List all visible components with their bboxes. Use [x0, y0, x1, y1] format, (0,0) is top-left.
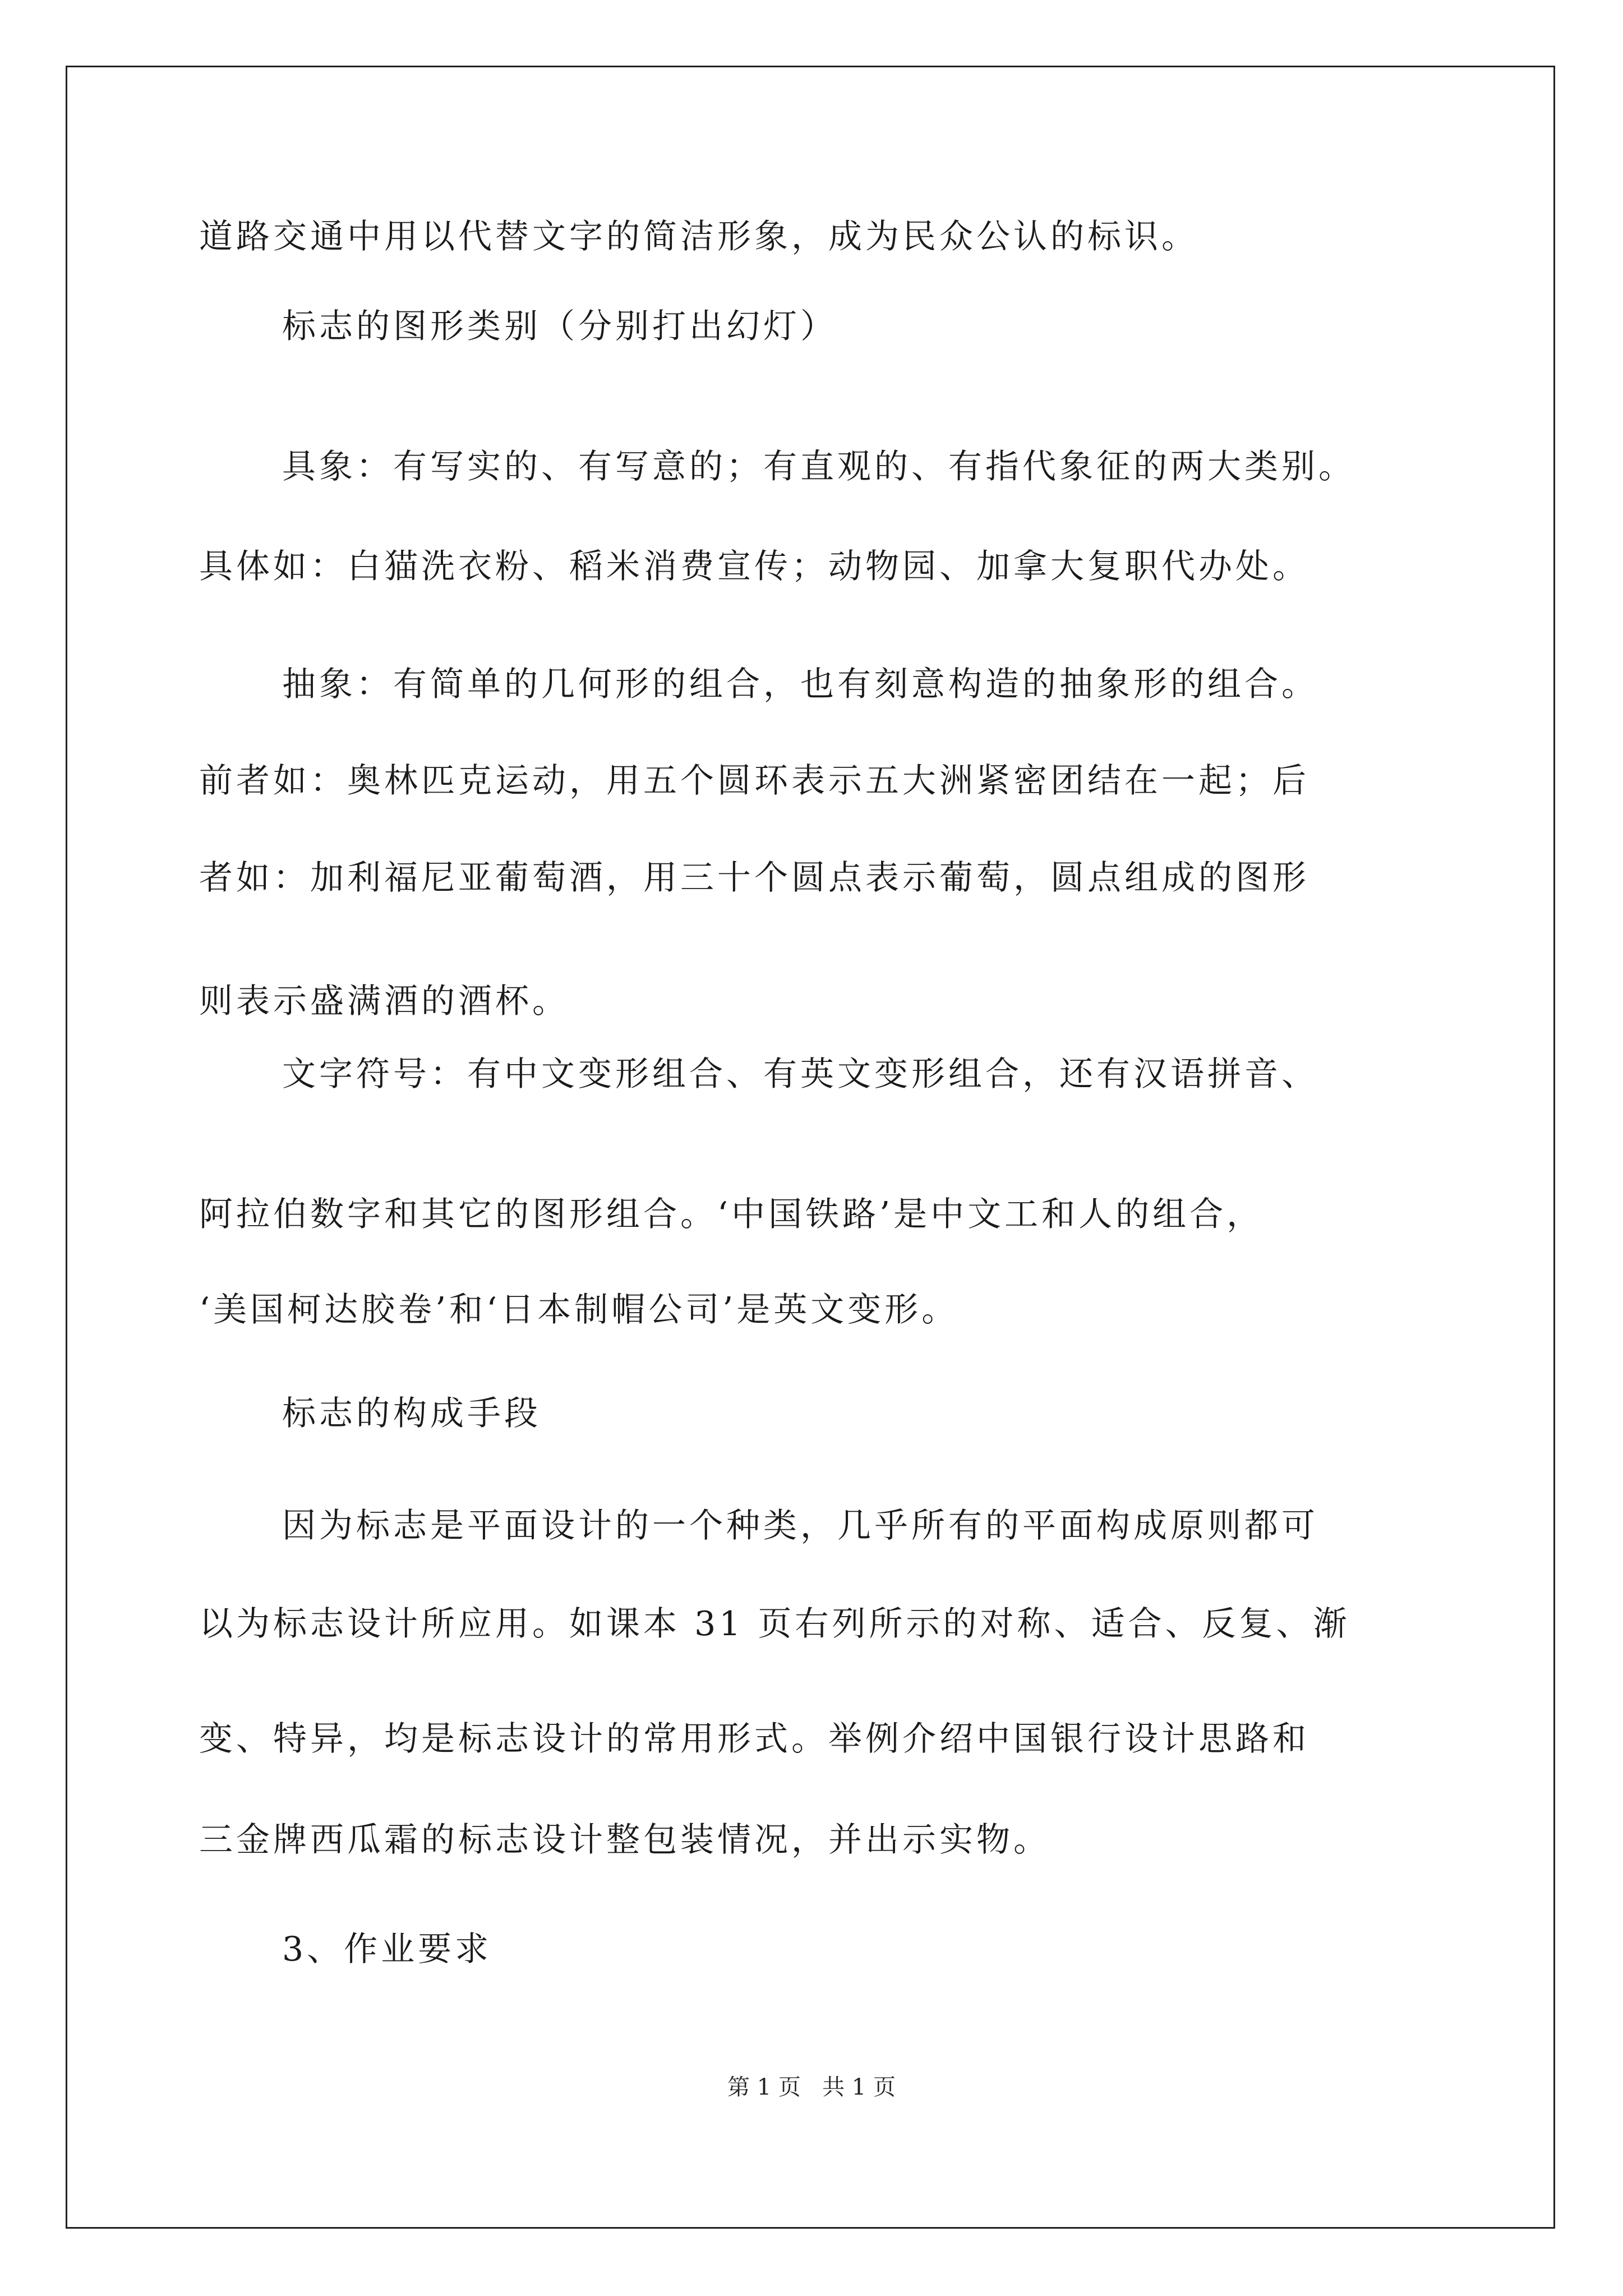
paragraph-line: 因为标志是平面设计的一个种类，几乎所有的平面构成原则都可 — [282, 1506, 1318, 1545]
paragraph-line: 具象：有写实的、有写意的；有直观的、有指代象征的两大类别。 — [282, 447, 1355, 486]
paragraph-line: 文字符号：有中文变形组合、有英文变形组合，还有汉语拼音、 — [282, 1055, 1318, 1094]
section-heading: 3、作业要求 — [282, 1930, 492, 1969]
page-border — [66, 66, 1555, 2229]
paragraph-line: 者如：加利福尼亚葡萄酒，用三十个圆点表示葡萄，圆点组成的图形 — [199, 858, 1310, 898]
page-footer — [0, 2072, 1623, 2103]
paragraph-line: 以为标志设计所应用。如课本 31 页右列所示的对称、适合、反复、渐 — [199, 1604, 1350, 1644]
page-number: 第 1 页 共 1 页 — [727, 2074, 896, 2100]
paragraph-line: 前者如：奥林匹克运动，用五个圆环表示五大洲紧密团结在一起；后 — [199, 761, 1310, 800]
section-heading: 标志的构成手段 — [282, 1394, 541, 1433]
paragraph-line: 变、特异，均是标志设计的常用形式。举例介绍中国银行设计思路和 — [199, 1719, 1310, 1759]
paragraph-line: 则表示盛满酒的酒杯。 — [199, 982, 569, 1021]
paragraph-line: 道路交通中用以代替文字的简洁形象，成为民众公认的标识。 — [199, 217, 1198, 256]
paragraph-line: ‘美国柯达胶卷’和‘日本制帽公司’是英文变形。 — [199, 1290, 959, 1329]
paragraph-line: 标志的图形类别（分别打出幻灯） — [282, 307, 837, 346]
paragraph-line: 阿拉伯数字和其它的图形组合。‘中国铁路’是中文工和人的组合， — [199, 1195, 1264, 1234]
paragraph-line: 三金牌西瓜霜的标志设计整包装情况，并出示实物。 — [199, 1820, 1050, 1860]
paragraph-line: 抽象：有简单的几何形的组合，也有刻意构造的抽象形的组合。 — [282, 665, 1318, 704]
paragraph-line: 具体如：白猫洗衣粉、稻米消费宣传；动物园、加拿大复职代办处。 — [199, 547, 1310, 586]
